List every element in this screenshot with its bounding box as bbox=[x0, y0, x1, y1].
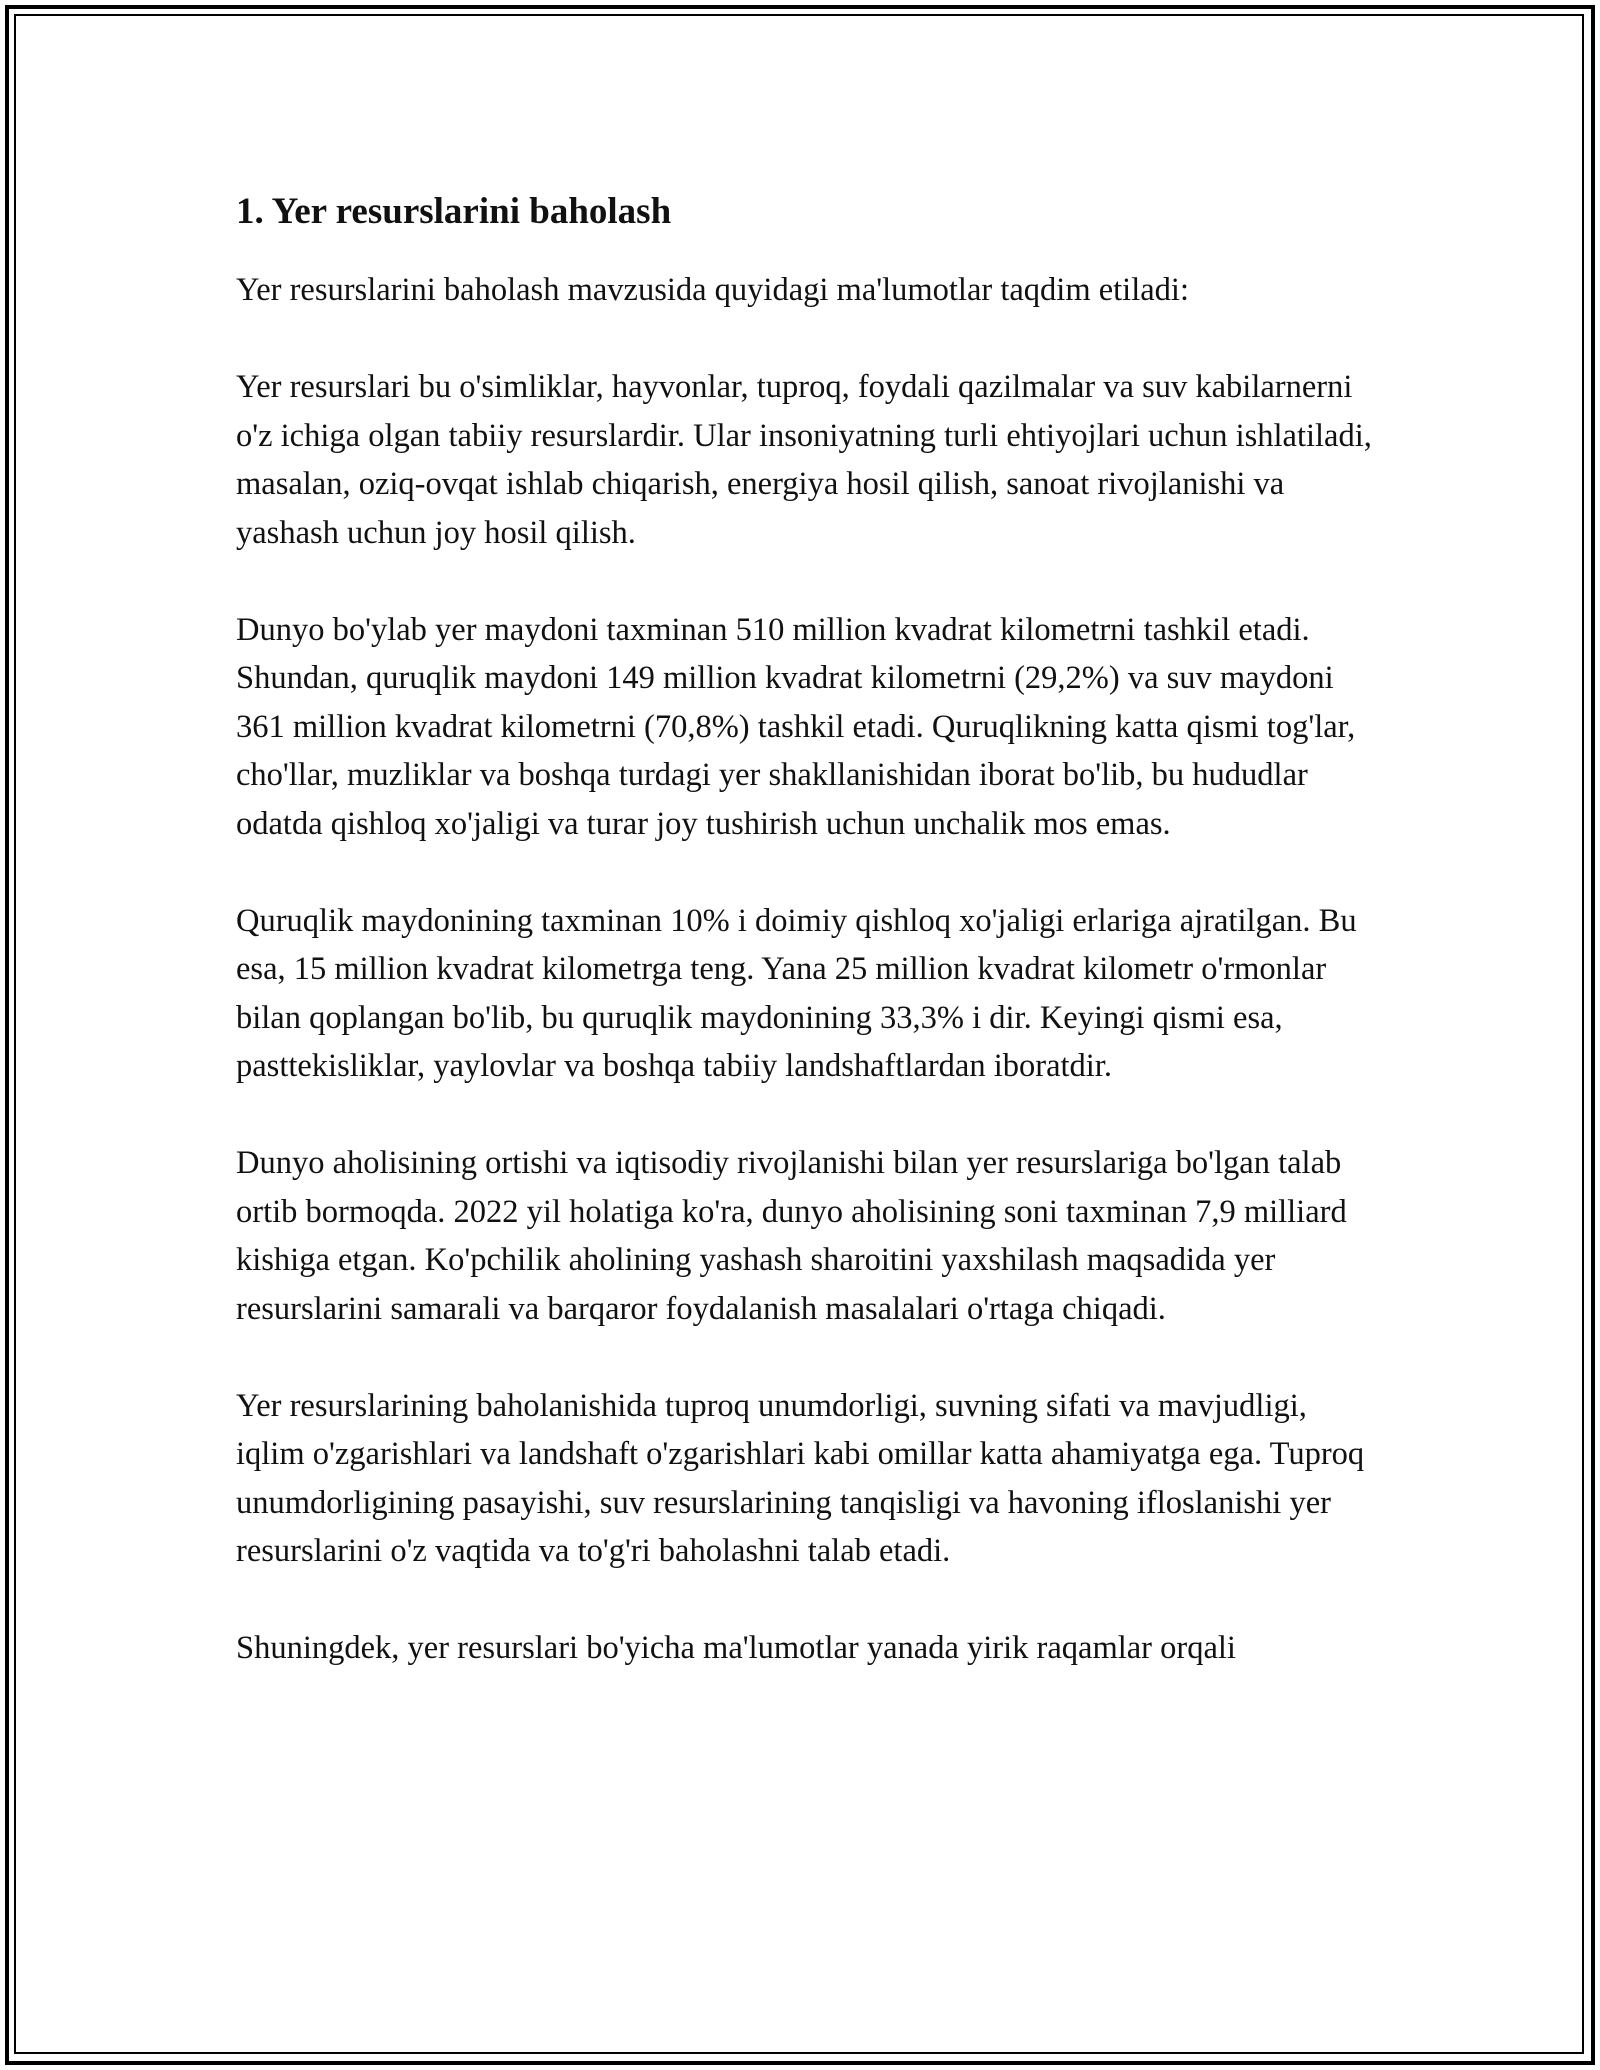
section-heading: 1. Yer resurslarini baholash bbox=[236, 191, 672, 232]
paragraph-definition: Yer resurslari bu o'simliklar, hayvonlar, tuproq, foydali qazilmalar va suv kabilarnerni o'z ichiga olgan tabiiy resurslardir. Ular insoniyatning turli ehtiyojlari uchun ishlatiladi, masalan, oziq-ovqat ishlab chiqarish, energiya hosil qilish, sanoat rivojlanishi va yashash uchun joy hosil qilish. bbox=[236, 369, 1372, 551]
paragraph-land-area: Dunyo bo'ylab yer maydoni taxminan 510 million kvadrat kilometrni tashkil etadi. Shundan, quruqlik maydoni 149 million kvadrat kilometrni (29,2%) va suv maydoni 361 million kvadrat kilometrni (70,8%) tashkil etadi. Quruqlikning katta qismi tog'lar, cho'llar, muzliklar va boshqa turdagi yer shakllanishidan iborat bo'lib, bu hududlar odatda qishloq xo'jaligi va turar joy tushirish uchun unchalik mos emas. bbox=[236, 611, 1356, 842]
paragraph-assessment: Yer resurslarining baholanishida tuproq unumdorligi, suvning sifati va mavjudligi, iqlim o'zgarishlari va landshaft o'zgarishlari kabi omillar katta ahamiyatga ega. Tuproq unumdorligining pasayishi, suv resurslarining tanqisligi va havoning ifloslanishi yer resurslarini o'z vaqtida va to'g'ri baholashni talab etadi. bbox=[236, 1387, 1365, 1569]
document-body bbox=[236, 180, 1376, 1673]
paragraph-continued: Shuningdek, yer resurslari bo'yicha ma'lumotlar yanada yirik raqamlar orqali bbox=[236, 1630, 1236, 1666]
paragraph-population: Dunyo aholisining ortishi va iqtisodiy rivojlanishi bilan yer resurslariga bo'lgan talab ortib bormoqda. 2022 yil holatiga ko'ra, dunyo aholisining soni taxminan 7,9 milliard kishiga etgan. Ko'pchilik aholining yashash sharoitini yaxshilash maqsadida yer resurslarini samarali va barqaror foydalanish masalalari o'rtaga chiqadi. bbox=[236, 1145, 1347, 1327]
paragraph-agriculture: Quruqlik maydonining taxminan 10% i doimiy qishloq xo'jaligi erlariga ajratilgan. Bu esa, 15 million kvadrat kilometrga teng. Yana 25 million kvadrat kilometr o'rmonlar bilan qoplangan bo'lib, bu quruqlik maydonining 33,3% i dir. Keyingi qismi esa, pasttekisliklar, yaylovlar va boshqa tabiiy landshaftlardan iboratdir. bbox=[236, 902, 1357, 1084]
paragraph-intro: Yer resurslarini baholash mavzusida quyidagi ma'lumotlar taqdim etiladi: bbox=[236, 272, 1189, 308]
